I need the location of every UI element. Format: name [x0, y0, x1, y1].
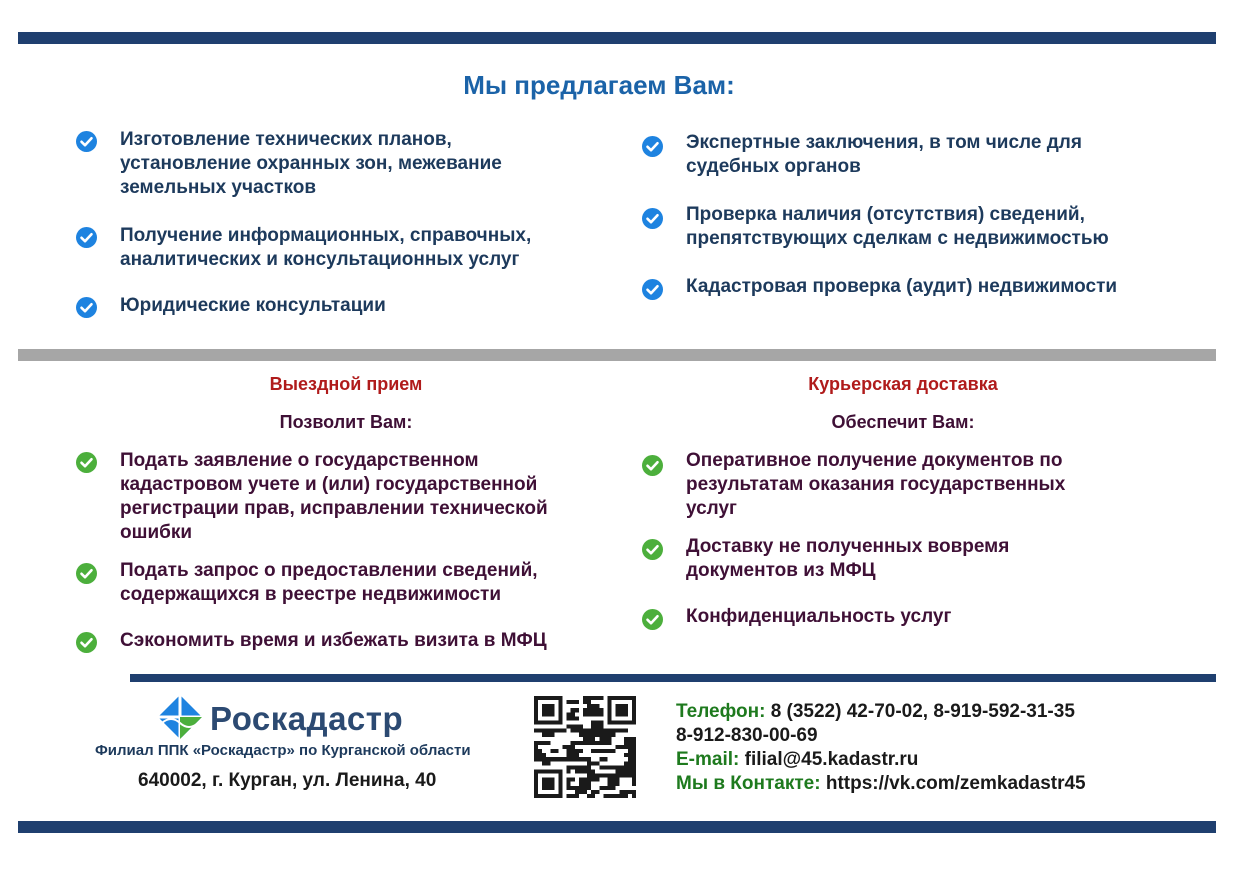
offer-left-item-line: установление охранных зон, межевание	[120, 153, 502, 174]
check-circle-blue-icon	[642, 279, 663, 300]
check-circle-green-icon	[76, 452, 97, 473]
bottom-divider	[18, 821, 1216, 833]
check-circle-green-icon	[642, 539, 663, 560]
offer-left-item-line: Получение информационных, справочных,	[120, 225, 532, 246]
email-link[interactable]: filial@45.kadastr.ru	[744, 749, 919, 770]
check-circle-blue-icon	[642, 136, 663, 157]
check-circle-green-icon	[642, 455, 663, 476]
address: 640002, г. Курган, ул. Ленина, 40	[138, 770, 437, 791]
courier-item-line: документов из МФЦ	[686, 560, 876, 581]
contacts-block	[676, 700, 1086, 796]
offer-right-item-line: судебных органов	[686, 156, 861, 177]
vk-link[interactable]: https://vk.com/zemkadastr45	[825, 773, 1086, 794]
email-label: E-mail:	[676, 749, 740, 770]
offer-right-item-line: Проверка наличия (отсутствия) сведений,	[686, 204, 1085, 225]
visit-heading: Выездной прием	[269, 374, 423, 394]
courier-heading: Курьерская доставка	[808, 374, 998, 394]
offer-left-item-line: Юридические консультации	[120, 295, 386, 316]
branch-name: Филиал ППК «Роскадастр» по Курганской области	[95, 742, 471, 759]
check-circle-green-icon	[76, 632, 97, 653]
offer-left-item-line: земельных участков	[120, 177, 317, 198]
qr-code-icon[interactable]	[534, 696, 636, 798]
offer-left-item-line: Изготовление технических планов,	[120, 129, 452, 150]
courier-item-line: Оперативное получение документов по	[686, 450, 1063, 471]
courier-item-line: Конфиденциальность услуг	[686, 606, 952, 627]
brand-name: Роскадастр	[210, 700, 404, 737]
courier-subheading: Обеспечит Вам:	[831, 412, 975, 432]
visit-item-line: Подать заявление о государственном	[120, 450, 479, 471]
offer-left-item-line: аналитических и консультационных услуг	[120, 249, 520, 270]
visit-item-line: содержащихся в реестре недвижимости	[120, 584, 502, 605]
phone-number-extra[interactable]: 8-912-830-00-69	[676, 725, 818, 746]
visit-item-line: Подать запрос о предоставлении сведений,	[120, 560, 538, 581]
page-title: Мы предлагаем Вам:	[463, 70, 735, 100]
courier-item-line: результатам оказания государственных	[686, 474, 1066, 495]
top-divider	[18, 32, 1216, 44]
phone-numbers[interactable]: 8 (3522) 42-70-02, 8-919-592-31-35	[770, 701, 1075, 722]
check-circle-blue-icon	[642, 208, 663, 229]
visit-item-line: ошибки	[120, 522, 193, 543]
offer-right-item-line: Экспертные заключения, в том числе для	[686, 132, 1082, 153]
offer-right-item-line: препятствующих сделкам с недвижимостью	[686, 228, 1109, 249]
check-circle-blue-icon	[76, 227, 97, 248]
offer-right-item-line: Кадастровая проверка (аудит) недвижимости	[686, 276, 1118, 297]
check-circle-blue-icon	[76, 297, 97, 318]
phone-label: Телефон:	[676, 701, 766, 722]
visit-item-line: регистрации прав, исправлении технической	[120, 498, 548, 519]
visit-subheading: Позволит Вам:	[279, 412, 413, 432]
footer-divider	[130, 674, 1216, 682]
check-circle-blue-icon	[76, 131, 97, 152]
courier-item-line: услуг	[686, 498, 737, 519]
section-divider	[18, 349, 1216, 361]
check-circle-green-icon	[642, 609, 663, 630]
check-circle-green-icon	[76, 563, 97, 584]
visit-item-line: кадастровом учете и (или) государственной	[120, 474, 538, 495]
courier-item-line: Доставку не полученных вовремя	[686, 536, 1010, 557]
roskadastr-logo-icon	[156, 693, 204, 741]
visit-item-line: Сэкономить время и избежать визита в МФЦ	[120, 630, 547, 651]
vk-label: Мы в Контакте:	[676, 773, 821, 794]
